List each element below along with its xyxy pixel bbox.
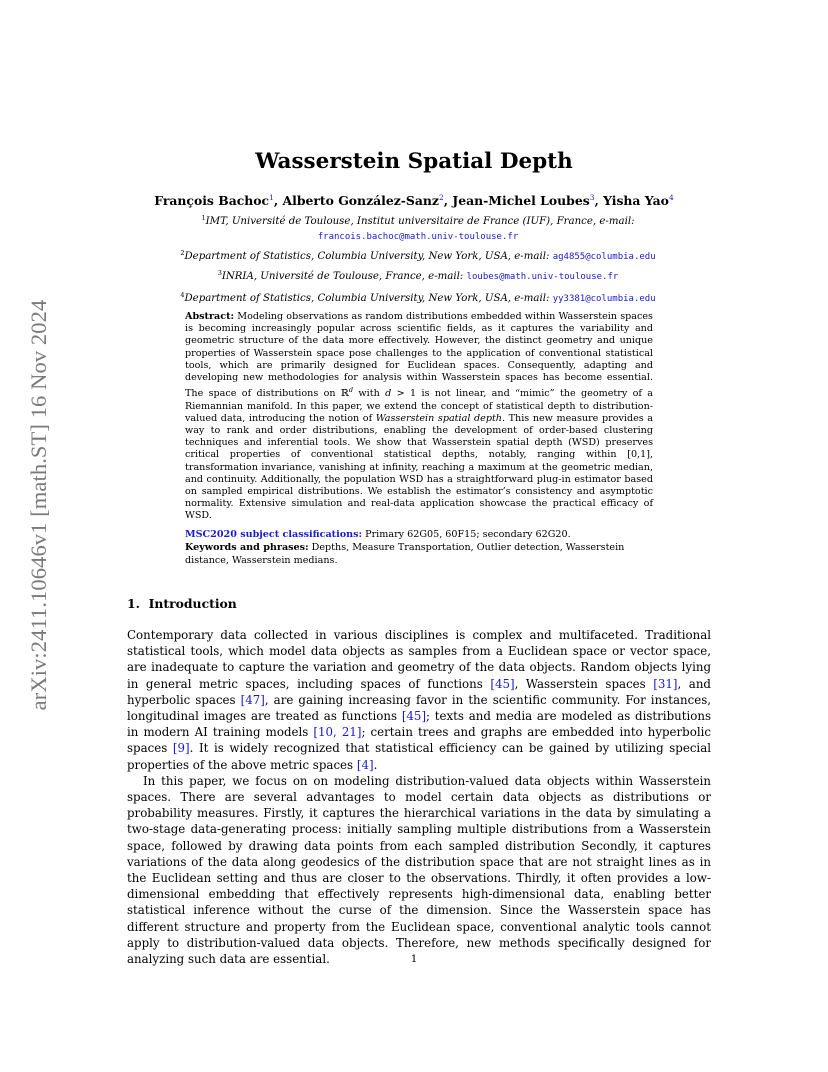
paragraph: In this paper, we focus on on modeling distribution-valued data objects within Wasserstein spaces. There are several advantages to model certain data objects as distributions or probability measures. Firstly, it captures the hierarchical variations in the data by simulating a two-stage data-generating process: initially sampling multiple distributions from a Wasserstein space, followed by drawing data points from each sampled distribution Secondly, it captures variations of the data along geodesics of the distribution space that are not straight lines as in the Euclidean setting and thus are closer to the observations. Thirdly, it often provides a low-dimensional embedding that effectively represents high-dimensional data, enabling better statistical inference without the curse of the dimension. Since the Wasserstein space has different structure and property from the Euclidean space, conventional analytic tools cannot apply to distribution-valued data objects. Therefore, new methods specifically designed for analyzing such data are essential. <box>127 773 711 967</box>
keywords-text: Depths, Measure Transportation, Outlier detection, Wasserstein distance, Wasserstein medians. <box>185 542 625 567</box>
citation-link[interactable]: [4] <box>356 757 374 772</box>
msc-text: Primary 62G05, 60F15; secondary 62G20. <box>365 529 571 540</box>
affiliation-text: INRIA, Université de Toulouse, France, e-mail: <box>221 271 464 282</box>
section-heading: 1. Introduction <box>127 596 237 611</box>
citation-link[interactable]: [45] <box>490 676 515 691</box>
citation-link[interactable]: [31] <box>653 676 678 691</box>
page-number: 1 <box>410 953 418 965</box>
author-mark[interactable]: 2 <box>438 193 444 202</box>
keywords-label: Keywords and phrases: <box>185 542 309 554</box>
introduction-body <box>127 627 711 967</box>
classification-block <box>185 528 653 568</box>
abstract-term: Wasserstein spatial depth <box>375 412 502 424</box>
msc-link[interactable]: MSC2020 subject classifications: <box>185 529 363 540</box>
email-link[interactable]: loubes@math.univ-toulouse.fr <box>466 272 619 282</box>
affiliation-text: IMT, Université de Toulouse, Institut universitaire de France (IUF), France, e-mail: <box>205 216 635 227</box>
author-name: Alberto González-Sanz <box>282 193 439 208</box>
affiliation-1: $^1$IMT, Université de Toulouse, Institut universitaire de France (IUF), France, e-mail: francois.bachoc@math.univ-toulouse.fr <box>201 214 635 242</box>
email-link[interactable]: ag4855@columbia.edu <box>552 252 656 262</box>
author-name: Yisha Yao <box>603 193 669 208</box>
arxiv-margin-stamp <box>26 268 52 742</box>
affiliation-3: $^3$INRIA, Université de Toulouse, France, e-mail: loubes@math.univ-toulouse.fr <box>217 269 619 282</box>
affiliation-2: $^2$Department of Statistics, Columbia University, New York, USA, e-mail: ag4855@columbia.edu <box>180 249 656 262</box>
affiliation-text: Department of Statistics, Columbia University, New York, USA, e-mail: <box>184 251 550 262</box>
paragraph: Contemporary data collected in various disciplines is complex and multifaceted. Traditional statistical tools, which model data objects as samples from a Euclidean space or vector space, are inadequate to capture the variation and geometry of the data objects. Random objects lying in general metric spaces, including spaces of functions [45], Wasserstein spaces [31], and hyperbolic spaces [47], are gaining increasing favor in the scientific community. For instances, longitudinal images are treated as functions [45]; texts and media are modeled as distributions in modern AI training models [10, 21]; certain trees and graphs are embedded into hyperbolic spaces [9]. It is widely recognized that statistical efficiency can be gained by utilizing special properties of the above metric spaces [4]. <box>127 628 712 772</box>
author-list: François Bachoc$^1$, Alberto González-Sanz$^2$, Jean-Michel Loubes$^3$, Yisha Yao$^4$ <box>154 193 674 208</box>
paper-title: Wasserstein Spatial Depth <box>255 149 573 174</box>
arxiv-identifier: arXiv:2411.10646v1 [math.ST] 16 Nov 2024 <box>26 299 51 711</box>
author-mark[interactable]: 4 <box>668 193 674 202</box>
citation-link[interactable]: [10, 21] <box>313 725 362 740</box>
affiliation-text: Department of Statistics, Columbia University, New York, USA, e-mail: <box>184 293 550 304</box>
email-link[interactable]: francois.bachoc@math.univ-toulouse.fr <box>317 232 519 242</box>
author-mark[interactable]: 3 <box>589 193 595 202</box>
author-mark[interactable]: 1 <box>269 193 274 202</box>
author-name: François Bachoc <box>154 193 270 208</box>
email-link[interactable]: yy3381@columbia.edu <box>552 294 656 304</box>
author-name: Jean-Michel Loubes <box>452 193 590 208</box>
abstract-label: Abstract: <box>185 311 235 322</box>
affiliation-4: $^4$Department of Statistics, Columbia University, New York, USA, e-mail: yy3381@columbia.edu <box>180 291 656 304</box>
citation-link[interactable]: [45] <box>401 709 427 724</box>
citation-link[interactable]: [9] <box>172 741 190 756</box>
abstract: Abstract: Modeling observations as random distributions embedded within Wasserstein spaces is becoming increasingly popular across scientific fields, as it captures the variability and geometric structure of the data more effectively. However, the distinct geometry and unique properties of Wasserstein space pose challenges to the application of conventional statistical tools, which are primarily designed for Euclidean spaces. Consequently, adapting and developing new methodologies for analysis within Wasserstein spaces has become essential. The space of distributions on ℝ$^d$ with d > 1 is not linear, and “mimic” the geometry of a Riemannian manifold. In this paper, we extend the concept of statistical depth to distribution-valued data, introducing the notion of Wasserstein spatial depth. This new measure provides a way to rank and order distributions, enabling the development of order-based clustering techniques and inferential tools. We show that Wasserstein spatial depth (WSD) preserves critical properties of conventional statistical depths, notably, ranging within [0,1], transformation invariance, vanishing at infinity, reaching a maximum at the geometric median, and continuity. Additionally, the population WSD has a straightforward plug-in estimator based on sampled empirical distributions. We establish the estimator’s consistency and asymptotic normality. Extensive simulation and real-data application showcase the practical efficacy of WSD. <box>185 311 654 522</box>
citation-link[interactable]: [47] <box>240 692 265 707</box>
